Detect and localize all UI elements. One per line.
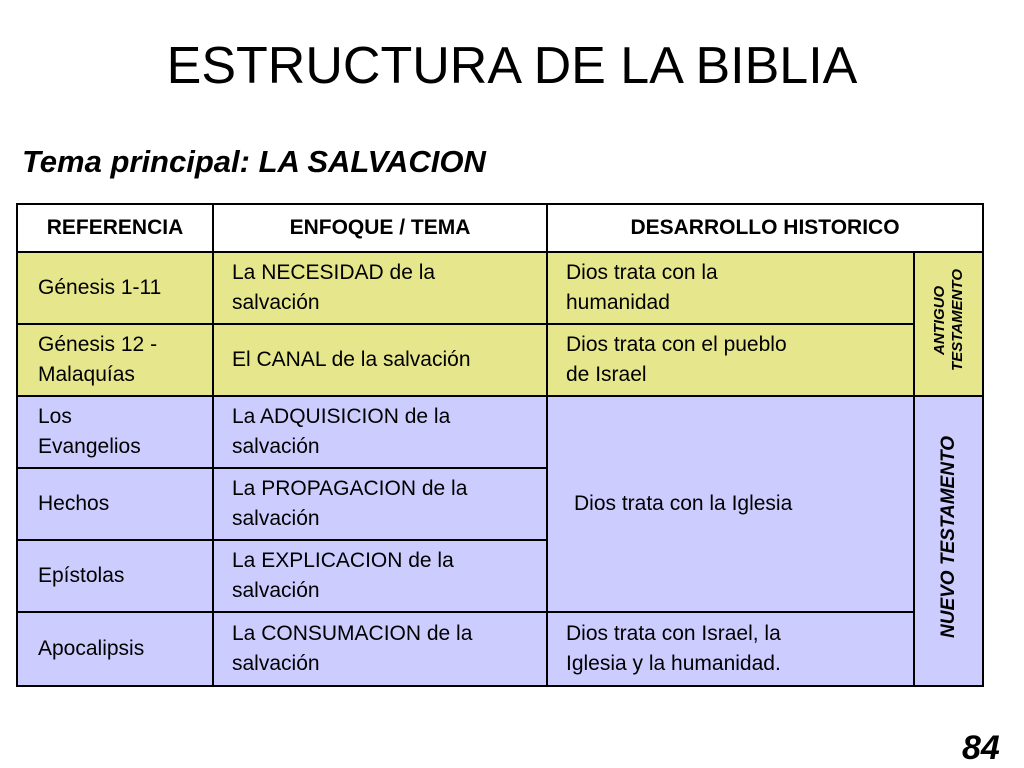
- header-desarrollo-historico: DESARROLLO HISTORICO: [547, 204, 983, 252]
- header-referencia: REFERENCIA: [17, 204, 213, 252]
- desarrollo-text: Dios trata con la Iglesia: [574, 492, 793, 515]
- referencia-cell: [17, 468, 213, 540]
- nuevo-testamento-label: NUEVO TESTAMENTO: [937, 435, 959, 638]
- enfoque-text: La PROPAGACION de la: [232, 477, 468, 500]
- enfoque-cell: [213, 396, 547, 468]
- testamento-label-line: TESTAMENTO: [948, 268, 966, 371]
- referencia-text: Epístolas: [38, 564, 125, 587]
- header-enfoque-tema: ENFOQUE / TEMA: [213, 204, 547, 252]
- desarrollo-cell: [547, 252, 914, 324]
- referencia-cell: [17, 612, 213, 686]
- enfoque-text: salvación: [232, 291, 320, 314]
- desarrollo-iglesia-cell: [547, 396, 914, 612]
- referencia-cell: [17, 540, 213, 612]
- enfoque-text: salvación: [232, 507, 320, 530]
- enfoque-cell: [213, 324, 547, 396]
- main-theme-subtitle: Tema principal: LA SALVACION: [22, 144, 486, 179]
- nuevo-testamento-label-cell: [914, 396, 983, 686]
- referencia-cell: [17, 396, 213, 468]
- table-row: [17, 324, 983, 396]
- bible-structure-table: [16, 203, 984, 687]
- page-number: 84: [962, 729, 1000, 767]
- referencia-cell: [17, 324, 213, 396]
- desarrollo-text: Iglesia y la humanidad.: [566, 652, 781, 675]
- enfoque-text: La CONSUMACION de la: [232, 622, 473, 645]
- antiguo-testamento-label-cell: [914, 252, 983, 396]
- table-row: [17, 612, 983, 686]
- table-row: [17, 396, 983, 468]
- slide-title: ESTRUCTURA DE LA BIBLIA: [166, 37, 858, 95]
- referencia-text: Los: [38, 405, 72, 428]
- desarrollo-text: Dios trata con el pueblo: [566, 333, 787, 356]
- enfoque-text: salvación: [232, 435, 320, 458]
- enfoque-cell: [213, 540, 547, 612]
- desarrollo-cell: [547, 612, 914, 686]
- desarrollo-text: Dios trata con Israel, la: [566, 622, 781, 645]
- referencia-text: Hechos: [38, 492, 110, 515]
- antiguo-testamento-label: [931, 269, 967, 371]
- referencia-text: Evangelios: [38, 435, 141, 458]
- referencia-text: Génesis 1-11: [38, 276, 162, 299]
- enfoque-text: salvación: [232, 652, 320, 675]
- referencia-text: Apocalipsis: [38, 637, 145, 660]
- enfoque-cell: [213, 252, 547, 324]
- referencia-text: Génesis 12 -: [38, 333, 158, 356]
- desarrollo-cell: [547, 324, 914, 396]
- header-row: [17, 204, 983, 252]
- referencia-text: Malaquías: [38, 363, 135, 386]
- desarrollo-text: Dios trata con la: [566, 261, 718, 284]
- antiguo-label-line: ANTIGUO: [930, 284, 948, 355]
- enfoque-cell: [213, 468, 547, 540]
- desarrollo-text: de Israel: [566, 363, 647, 386]
- enfoque-cell: [213, 612, 547, 686]
- referencia-cell: [17, 252, 213, 324]
- enfoque-text: La EXPLICACION de la: [232, 549, 454, 572]
- enfoque-text: salvación: [232, 579, 320, 602]
- desarrollo-text: humanidad: [566, 291, 670, 314]
- enfoque-text: El CANAL de la salvación: [232, 348, 471, 371]
- enfoque-text: La ADQUISICION de la: [232, 405, 451, 428]
- table-row: [17, 252, 983, 324]
- enfoque-text: La NECESIDAD de la: [232, 261, 436, 284]
